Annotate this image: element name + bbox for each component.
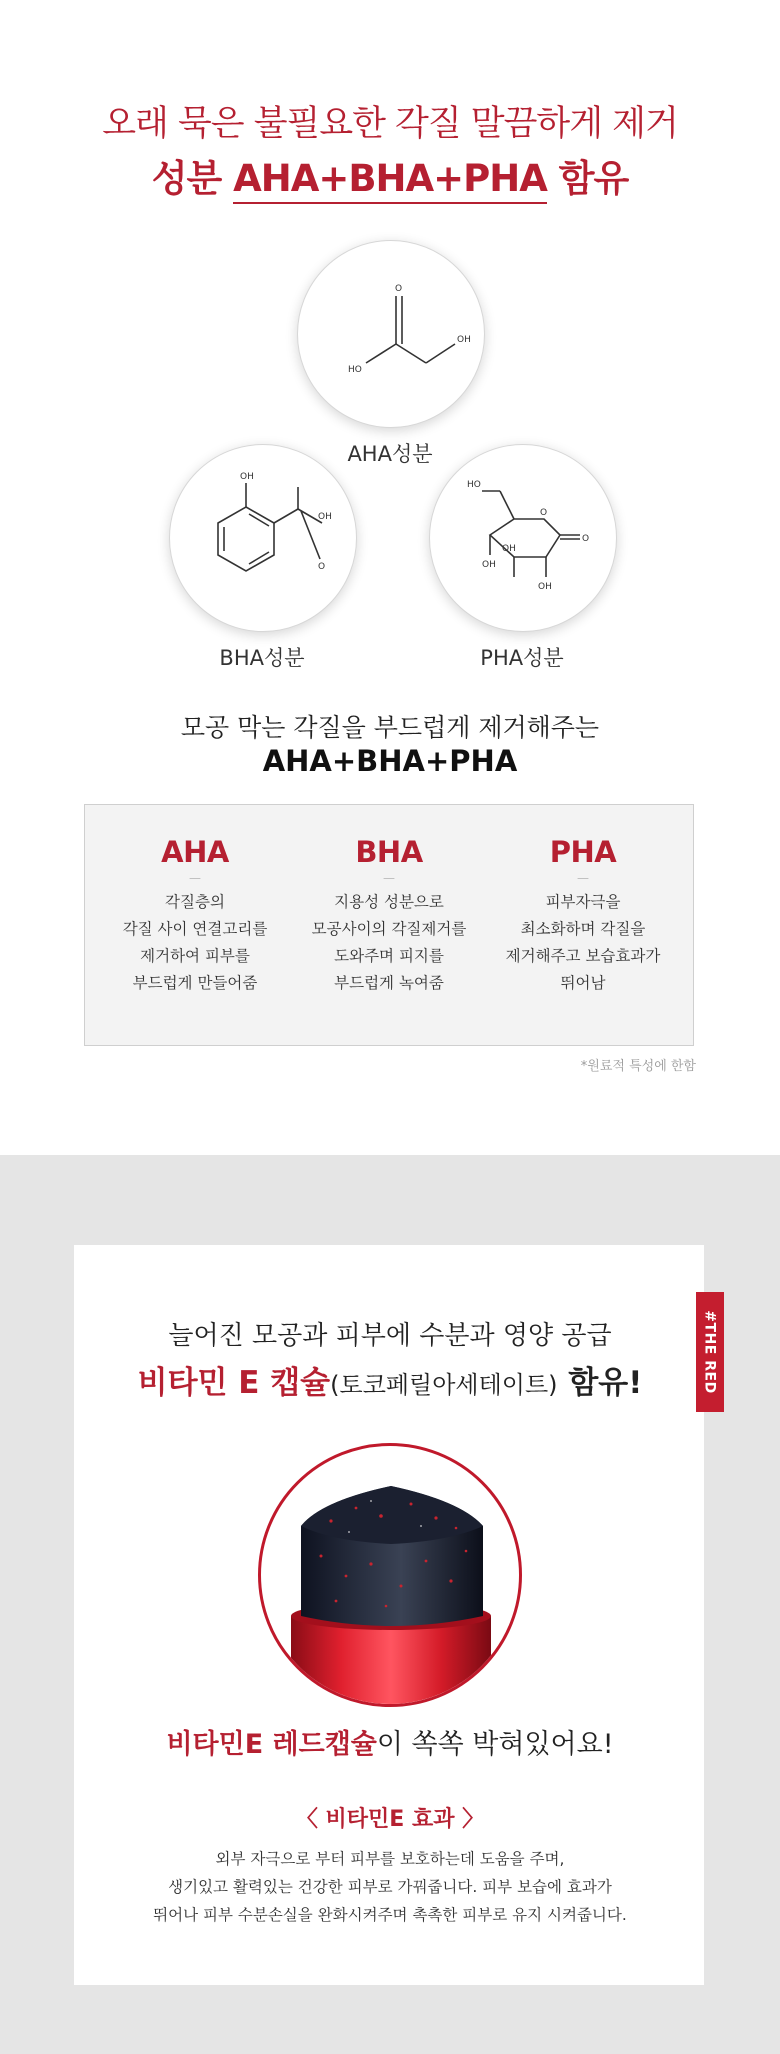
aha-column — [95, 835, 295, 997]
column-text — [483, 889, 683, 997]
svg-text:OH: OH — [538, 582, 552, 592]
headline-line2 — [0, 148, 780, 202]
divider: — — [189, 871, 201, 885]
svg-text:O: O — [395, 284, 403, 294]
column-title: PHA — [549, 835, 617, 869]
salicylic-acid-structure-icon — [170, 445, 356, 631]
subheading-line2: AHA+BHA+PHA — [262, 744, 518, 778]
column-text — [289, 889, 489, 997]
vitamin-e-effect-title: 〈 비타민E 효과 〉 — [295, 1807, 485, 1832]
pha-label: PHA성분 — [480, 646, 564, 670]
svg-text:OH: OH — [502, 544, 516, 554]
gluconolactone-structure-icon — [430, 445, 616, 631]
text-line: 도와주며 피지를 — [334, 947, 444, 965]
vitamin-line2 — [0, 1357, 780, 1402]
svg-text:OH: OH — [318, 512, 332, 522]
text-line: 뛰어남 — [560, 974, 606, 992]
headline-suffix: 함유 — [558, 157, 629, 200]
column-title: AHA — [161, 835, 229, 869]
pha-column — [483, 835, 683, 997]
caption-rest-text: 이 쏙쏙 박혀있어요! — [376, 1729, 614, 1760]
vitamin-e-capsule-text: 비타민 E 캡슐 — [137, 1365, 331, 1401]
divider: — — [577, 871, 589, 885]
text-line: 부드럽게 만들어줌 — [132, 974, 258, 992]
acid-comparison-box — [84, 804, 694, 1046]
vitamin-line1: 늘어진 모공과 피부에 수분과 영양 공급 — [168, 1321, 612, 1351]
svg-text:OH: OH — [457, 335, 471, 345]
divider: — — [383, 871, 395, 885]
headline-line1: 오래 묵은 불필요한 각질 말끔하게 제거 — [102, 104, 678, 144]
footnote: *원료적 특성에 한함 — [580, 1059, 696, 1074]
text-line: 부드럽게 녹여줌 — [334, 974, 444, 992]
text-line: 제거해주고 보습효과가 — [505, 947, 661, 965]
text-line: 모공사이의 각질제거를 — [311, 920, 467, 938]
headline-ingredients: AHA+BHA+PHA — [233, 157, 547, 204]
svg-text:O: O — [540, 508, 548, 518]
svg-text:O: O — [318, 562, 326, 572]
text-line: 제거하여 피부를 — [140, 947, 250, 965]
capsule-caption — [0, 1722, 780, 1761]
text-line: 각질 사이 연결고리를 — [122, 920, 268, 938]
pha-molecule-circle — [429, 444, 617, 632]
aha-label: AHA성분 — [347, 442, 433, 466]
column-text — [95, 889, 295, 997]
tocopheryl-acetate-text: (토코페릴아세테이트) — [330, 1371, 558, 1399]
description-line: 외부 자극으로 부터 피부를 보호하는데 도움을 주며, — [215, 1850, 565, 1868]
headline-prefix: 성분 — [151, 157, 222, 200]
bha-molecule-circle — [169, 444, 357, 632]
bha-label: BHA성분 — [219, 646, 305, 670]
text-line: 피부자극을 — [545, 893, 621, 911]
svg-text:HO: HO — [348, 365, 362, 375]
text-line: 지용성 성분으로 — [334, 893, 444, 911]
svg-text:HO: HO — [467, 480, 481, 490]
lip-balm-image — [258, 1443, 522, 1707]
glycolic-acid-structure-icon — [298, 241, 484, 427]
svg-text:OH: OH — [482, 560, 496, 570]
aha-molecule-circle — [297, 240, 485, 428]
vitamin-e-effect-description — [0, 1845, 780, 1929]
lip-balm-illustration-icon — [261, 1446, 519, 1704]
column-title: BHA — [355, 835, 423, 869]
bha-column — [289, 835, 489, 997]
text-line: 최소화하며 각질을 — [520, 920, 646, 938]
vitamin-e-red-capsule-text: 비타민E 레드캡슐 — [166, 1729, 377, 1760]
text-line: 각질층의 — [165, 893, 225, 911]
description-line: 뛰어나 피부 수분손실을 완화시켜주며 촉촉한 피부로 유지 시켜줍니다. — [153, 1906, 627, 1924]
subheading-line1: 모공 막는 각질을 부드럽게 제거해주는 — [180, 713, 600, 742]
contains-text: 함유! — [557, 1365, 643, 1401]
svg-text:OH: OH — [240, 472, 254, 482]
description-line: 생기있고 활력있는 건강한 피부로 가꿔줍니다. 피부 보습에 효과가 — [168, 1878, 612, 1896]
tag-label: #THE RED — [702, 1310, 718, 1394]
svg-text:O: O — [582, 534, 590, 544]
